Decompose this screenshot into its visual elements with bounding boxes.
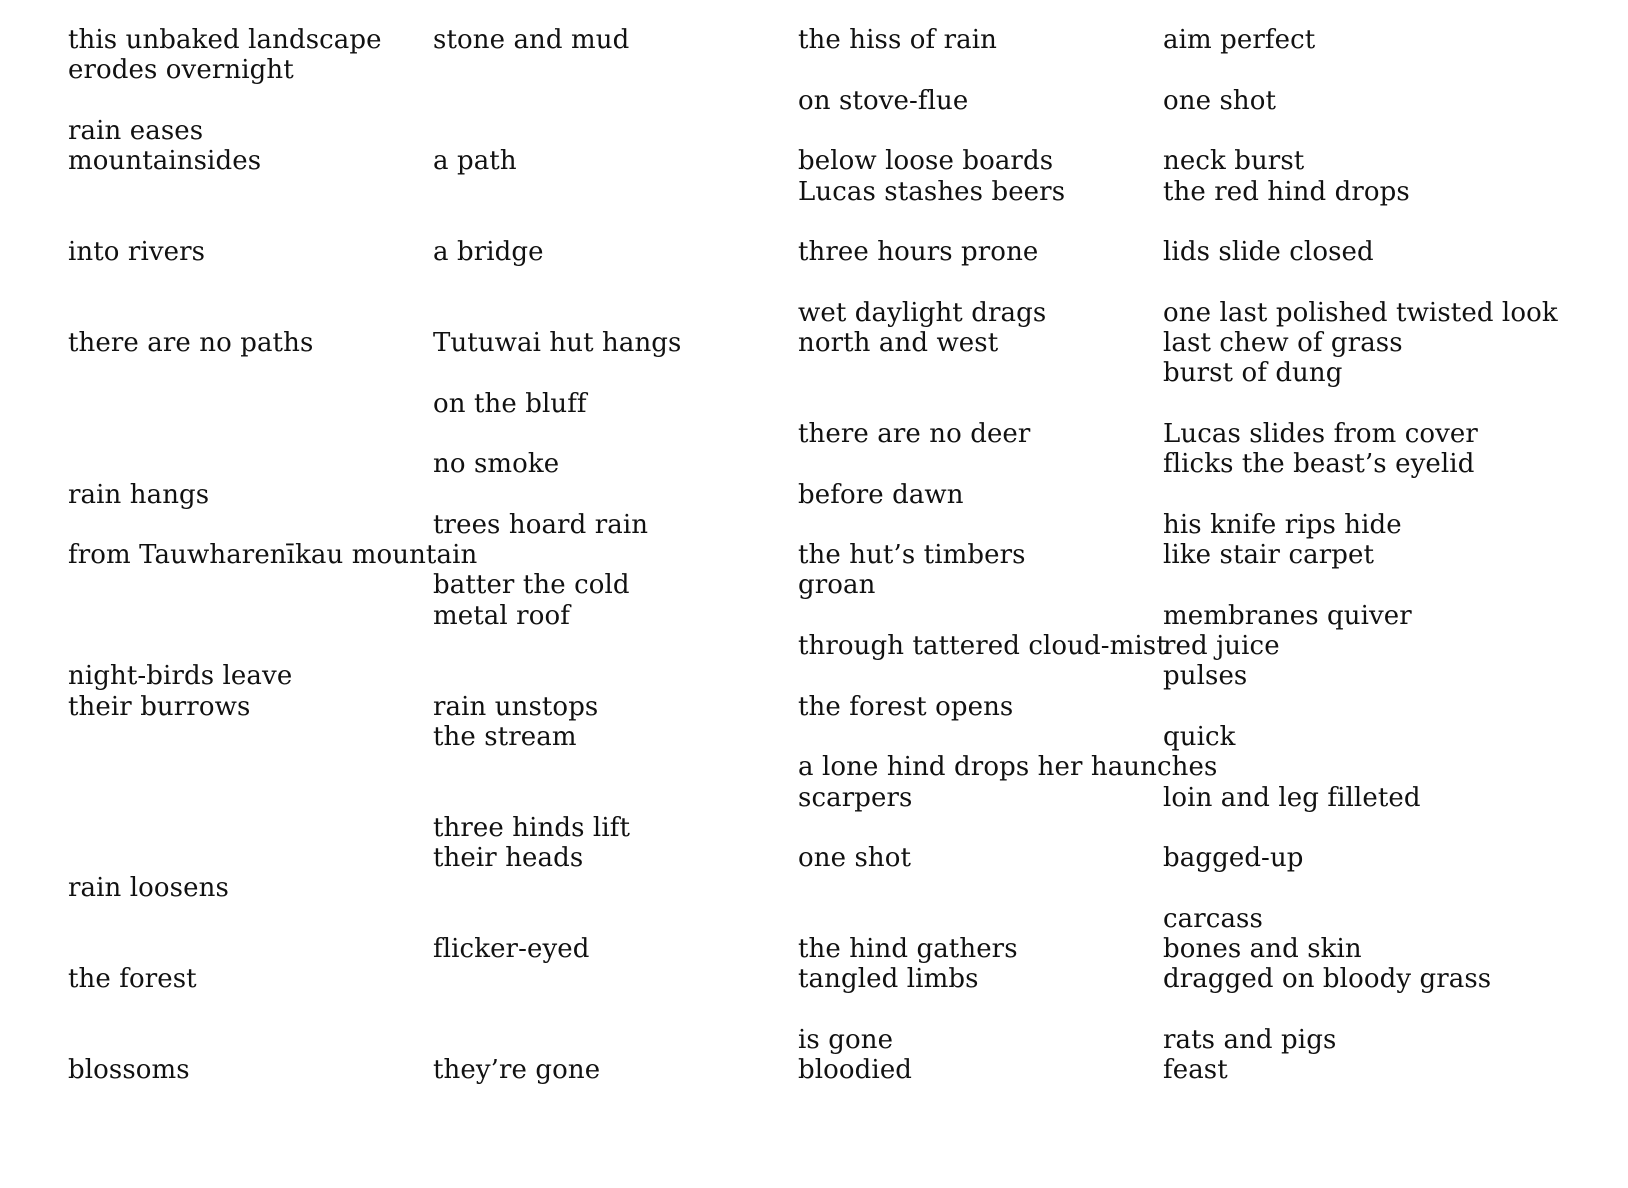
poem-line: this unbaked landscape [68,25,382,55]
poem-line: on stove-flue [798,85,969,116]
poem-line: on the bluff [433,388,587,419]
poem-line: a path [433,146,517,177]
poem-line: they’re gone [433,1055,601,1086]
poem-line: pulses [1163,661,1248,692]
poem-line: the red hind drops [1163,176,1410,207]
poem-line: the stream [433,721,577,752]
poem-line: carcass [1163,903,1263,934]
poem-line: the forest opens [798,691,1014,722]
poem-line: wet daylight drags [798,297,1047,328]
poem-line: like stair carpet [1163,540,1375,571]
poem-line: three hours prone [798,237,1039,268]
poem-line: a lone hind drops her haunches [798,752,1218,783]
poem-line: lids slide closed [1163,237,1374,268]
poem-line: erodes overnight [68,55,294,86]
poem-line: rain eases [68,115,204,146]
poem-line: his knife rips hide [1163,509,1402,540]
poem-line: the hiss of rain [798,25,997,55]
poem-line: rain loosens [68,873,229,904]
poem-line: burst of dung [1163,358,1343,389]
poem-line: Tutuwai hut hangs [433,328,682,358]
poem-line: night-birds leave [68,661,293,692]
poem-line: three hinds lift [433,812,631,843]
poem-line: scarpers [798,782,913,813]
poem-line: batter the cold [433,570,630,601]
poem-line: the forest [68,964,197,995]
poem-line: one last polished twisted look [1163,297,1558,328]
poem-line: rats and pigs [1163,1024,1337,1055]
poem-line: aim perfect [1163,25,1316,55]
poem-line: into rivers [68,237,206,268]
poem-line: flicks the beast’s eyelid [1163,449,1475,480]
poem-line: one shot [1163,85,1277,116]
poem-line: quick [1163,721,1236,752]
poem-line: trees hoard rain [433,509,649,540]
poem-line: below loose boards [798,146,1054,177]
poem-line: last chew of grass [1163,328,1403,358]
poem-line: is gone [798,1024,894,1055]
poem-line: dragged on bloody grass [1163,964,1492,995]
poem-line: bloodied [798,1055,913,1086]
poem-line: rain hangs [68,479,210,510]
poem-line: a bridge [433,237,544,268]
poem-line: stone and mud [433,25,630,55]
poem-line: there are no paths [68,328,314,358]
poem-line: their burrows [68,691,251,722]
poem-line: there are no deer [798,418,1031,449]
poem-line: Lucas stashes beers [798,176,1066,207]
poem-line: their heads [433,843,584,874]
poem-line: no smoke [433,449,560,480]
poem-line: rain unstops [433,691,599,722]
poem-line: one shot [798,843,912,874]
poem-line: bones and skin [1163,934,1362,964]
poem-line: Lucas slides from cover [1163,418,1478,449]
poem-line: through tattered cloud-mist [798,631,1167,661]
poem-line: groan [798,570,876,601]
poem-line: membranes quiver [1163,600,1412,631]
poem-line: red juice [1163,631,1280,661]
poem-line: tangled limbs [798,964,979,995]
poem-line: north and west [798,328,999,358]
poem-line: before dawn [798,479,964,510]
poem-line: from Tauwharenīkau mountain [68,540,478,571]
poem-line: blossoms [68,1055,190,1086]
poem-line: the hind gathers [798,934,1018,964]
poem-line: metal roof [433,600,570,631]
poem-line: loin and leg filleted [1163,782,1421,813]
poem-line: neck burst [1163,146,1305,177]
poem-line: the hut’s timbers [798,540,1026,571]
poem-line: flicker-eyed [433,934,590,964]
poem-line: mountainsides [68,146,262,177]
poem-line: feast [1163,1055,1228,1086]
poem-line: bagged-up [1163,843,1304,874]
